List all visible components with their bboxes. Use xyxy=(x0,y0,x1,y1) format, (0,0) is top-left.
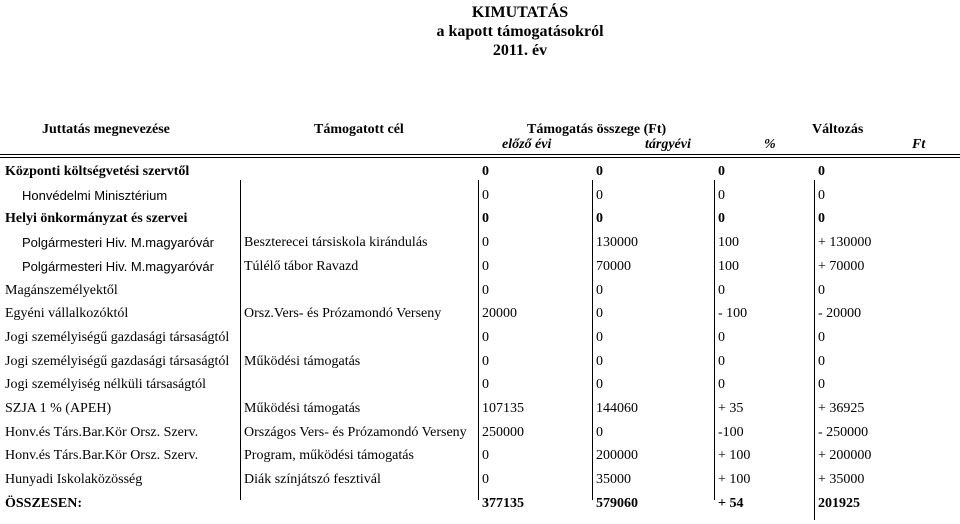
row-name: Magánszemélyektől xyxy=(5,282,118,298)
table-row xyxy=(0,161,960,184)
row-name: Jogi személyiségű gazdasági társaságtól xyxy=(5,329,230,345)
table-row xyxy=(0,185,960,208)
table-row xyxy=(0,374,960,397)
row-change-ft: - 20000 xyxy=(818,306,862,322)
row-name: Helyi önkormányzat és szervei xyxy=(5,211,188,227)
row-change-ft: 0 xyxy=(818,329,825,345)
row-change-pct: + 35 xyxy=(718,401,744,416)
row-current-year: 0 xyxy=(596,211,603,227)
row-target: Működési támogatás xyxy=(244,401,361,416)
col-header-pct: % xyxy=(764,137,776,152)
col-header-ft: Ft xyxy=(912,137,926,152)
row-change-ft: + 70000 xyxy=(818,258,865,274)
table-row xyxy=(0,493,960,516)
col-header-elozo: előző évi xyxy=(502,137,552,152)
row-current-year: 130000 xyxy=(596,235,638,251)
row-current-year: 0 xyxy=(596,353,603,369)
row-prev-year: 0 xyxy=(482,377,489,393)
row-change-pct: -100 xyxy=(718,424,744,440)
row-name: Polgármesteri Hiv. M.magyaróvár xyxy=(22,258,214,274)
table-row xyxy=(0,445,960,468)
row-target: Országos Vers- és Prózamondó Verseny xyxy=(244,424,467,440)
row-change-pct: + 100 xyxy=(718,472,751,488)
row-prev-year: 0 xyxy=(482,448,489,464)
table-row xyxy=(0,280,960,303)
table-row xyxy=(0,303,960,326)
row-change-pct: 100 xyxy=(718,258,739,274)
row-change-ft: - 250000 xyxy=(818,424,869,440)
row-name: Hunyadi Iskolaközösség xyxy=(5,472,143,488)
row-name: SZJA 1 % (APEH) xyxy=(5,401,112,416)
report-title: KIMUTATÁS xyxy=(471,4,569,21)
col-header-cel: Támogatott cél xyxy=(314,122,404,137)
row-current-year: 0 xyxy=(596,187,603,203)
row-current-year: 144060 xyxy=(596,401,638,416)
row-name: Polgármesteri Hiv. M.magyaróvár xyxy=(22,235,214,251)
row-change-pct: 0 xyxy=(718,282,725,298)
row-prev-year: 0 xyxy=(482,472,489,488)
row-change-pct: 0 xyxy=(718,187,725,203)
table-row xyxy=(0,208,960,231)
table-row xyxy=(0,398,960,421)
row-change-ft: + 200000 xyxy=(818,448,872,464)
row-prev-year: 377135 xyxy=(482,495,524,511)
table-row xyxy=(0,351,960,374)
row-name: Honv.és Társ.Bar.Kör Orsz. Szerv. xyxy=(5,424,199,440)
col-header-name: Juttatás megnevezése xyxy=(42,122,170,137)
row-prev-year: 0 xyxy=(482,187,489,203)
row-name: Jogi személyiségű gazdasági társaságtól xyxy=(5,353,230,369)
row-prev-year: 250000 xyxy=(482,424,524,440)
row-change-ft: 201925 xyxy=(818,495,860,511)
row-change-pct: - 100 xyxy=(718,306,748,322)
row-name: Honvédelmi Minisztérium xyxy=(22,187,168,203)
row-prev-year: 20000 xyxy=(482,306,517,322)
row-current-year: 70000 xyxy=(596,258,631,274)
row-target: Működési támogatás xyxy=(244,353,361,369)
table-row xyxy=(0,422,960,445)
row-current-year: 579060 xyxy=(596,495,638,511)
row-change-ft: 0 xyxy=(818,282,825,298)
row-change-pct: + 100 xyxy=(718,448,751,464)
row-current-year: 0 xyxy=(596,282,603,298)
row-change-pct: 0 xyxy=(718,211,725,227)
header-rule xyxy=(0,154,960,155)
row-change-ft: 0 xyxy=(818,353,825,369)
col-header-targyevi: tárgyévi xyxy=(645,137,691,152)
row-target: Diák színjátszó fesztivál xyxy=(244,472,381,488)
row-prev-year: 107135 xyxy=(482,401,524,416)
row-change-ft: + 35000 xyxy=(818,472,865,488)
row-current-year: 0 xyxy=(596,424,603,440)
row-current-year: 0 xyxy=(596,377,603,393)
table-row xyxy=(0,232,960,255)
row-change-ft: + 36925 xyxy=(818,401,865,416)
row-change-ft: 0 xyxy=(818,164,825,179)
row-name: Jogi személyiség nélküli társaságtól xyxy=(5,377,207,393)
table-row xyxy=(0,327,960,350)
row-prev-year: 0 xyxy=(482,258,489,274)
row-change-pct: 100 xyxy=(718,235,739,251)
row-change-pct: 0 xyxy=(718,329,725,345)
row-prev-year: 0 xyxy=(482,353,489,369)
row-prev-year: 0 xyxy=(482,235,489,251)
row-change-pct: 0 xyxy=(718,353,725,369)
row-prev-year: 0 xyxy=(482,329,489,345)
report-year: 2011. év xyxy=(492,42,548,59)
row-name: Egyéni vállalkozóktól xyxy=(5,306,129,322)
col-header-valtozas: Változás xyxy=(812,122,864,137)
row-change-ft: 0 xyxy=(818,211,825,227)
row-change-ft: + 130000 xyxy=(818,235,872,251)
row-current-year: 35000 xyxy=(596,472,631,488)
header-rule-lower xyxy=(0,157,960,158)
col-header-osszeg: Támogatás összege (Ft) xyxy=(527,122,667,137)
row-target: Beszterecei társiskola kirándulás xyxy=(244,235,428,251)
row-name: Központi költségvetési szervtől xyxy=(5,164,190,179)
row-change-ft: 0 xyxy=(818,187,825,203)
row-current-year: 0 xyxy=(596,306,603,322)
row-change-pct: + 54 xyxy=(718,495,744,511)
row-change-pct: 0 xyxy=(718,377,725,393)
row-change-ft: 0 xyxy=(818,377,825,393)
row-target: Orsz.Vers- és Prózamondó Verseny xyxy=(244,306,442,322)
row-name: Honv.és Társ.Bar.Kör Orsz. Szerv. xyxy=(5,448,199,464)
row-current-year: 200000 xyxy=(596,448,638,464)
row-target: Túlélő tábor Ravazd xyxy=(244,258,359,274)
row-prev-year: 0 xyxy=(482,282,489,298)
row-current-year: 0 xyxy=(596,329,603,345)
row-prev-year: 0 xyxy=(482,164,489,179)
row-target: Program, működési támogatás xyxy=(244,448,414,464)
report-subtitle: a kapott támogatásokról xyxy=(436,23,604,40)
row-prev-year: 0 xyxy=(482,211,489,227)
table-row xyxy=(0,256,960,279)
row-name: ÖSSZESEN: xyxy=(5,495,83,511)
row-current-year: 0 xyxy=(596,164,603,179)
row-change-pct: 0 xyxy=(718,164,725,179)
table-row xyxy=(0,469,960,492)
